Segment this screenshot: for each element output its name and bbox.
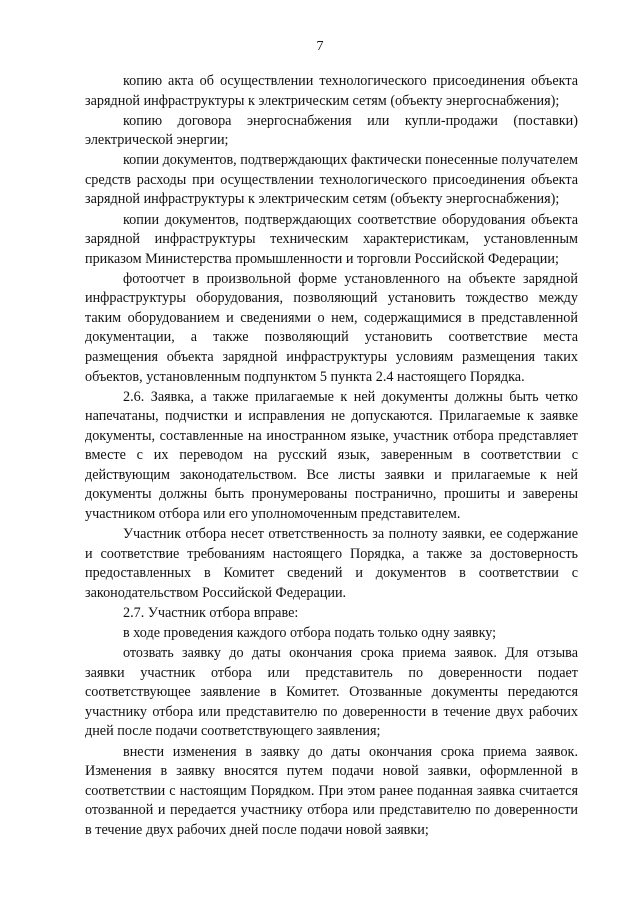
paragraph-equipment-compliance: копии документов, подтверждающих соответствие оборудования объекта зарядной инфраструктуры техническим характеристикам, установленным приказом Министерства промышленности и торговли Российской Федерации;: [85, 211, 578, 267]
paragraph-contract-copy: копию договора энергоснабжения или купли-продажи (поставки) электрической энергии;: [85, 112, 578, 149]
page-number: 7: [316, 39, 324, 54]
paragraph-photo-report: фотоотчет в произвольной форме установленного на объекте зарядной инфраструктуры оборудования, позволяющий установить тождество между таким оборудованием и сведениями о нем, содержащимися в представленной документации, а также позволяющий установить соответствие места размещения объекта зарядной инфраструктуры условиям размещения таких объектов, установленным подпунктом 5 пункта 2.4 настоящего Порядка.: [85, 270, 578, 385]
paragraph-expense-documents: копии документов, подтверждающих фактически понесенные получателем средств расходы при осуществлении технологического присоединения объекта зарядной инфраструктуры к электрическим сетям (объекту энергоснабжения);: [85, 152, 578, 208]
paragraph-one-application: в ходе проведения каждого отбора подать только одну заявку;: [123, 625, 497, 642]
paragraph-participant-responsibility: Участник отбора несет ответственность за полноту заявки, ее содержание и соответствие требованиям настоящего Порядка, а также за достоверность предоставленных в Комитет сведений и документов в соответствии с законодательством Российской Федерации.: [85, 526, 578, 601]
paragraph-act-copy: копию акта об осуществлении технологического присоединения объекта зарядной инфраструктуры к электрическим сетям (объекту энергоснабжения);: [85, 73, 578, 109]
paragraph-section-2-6: 2.6. Заявка, а также прилагаемые к ней документы должны быть четко напечатаны, подчистки и исправления не допускаются. Прилагаемые к заявке документы, составленные на иностранном языке, участник отбора представляет вместе с их переводом на русский язык, заверенным в соответствии с действующим законодательством. Все листы заявки и прилагаемые к ней документы должны быть пронумерованы постранично, прошиты и заверены участником отбора или его уполномоченным представителем.: [85, 388, 578, 522]
document-body: [85, 72, 578, 841]
paragraph-section-2-7-heading: 2.7. Участник отбора вправе:: [123, 604, 299, 621]
paragraph-amend-application: внести изменения в заявку до даты окончания срока приема заявок. Изменения в заявку вносятся путем подачи новой заявки, оформленной в соответствии с настоящим Порядком. При этом ранее поданная заявка считается отозванной и передается участнику отбора или представителю по доверенности в течение двух рабочих дней после подачи новой заявки;: [85, 743, 578, 838]
paragraph-withdraw-application: отозвать заявку до даты окончания срока приема заявок. Для отзыва заявки участник отбора или представитель по доверенности подает соответствующее заявление в Комитет. Отозванные документы передаются участнику отбора или представителю по доверенности в течение двух рабочих дней после подачи соответствующего заявления;: [85, 645, 578, 740]
